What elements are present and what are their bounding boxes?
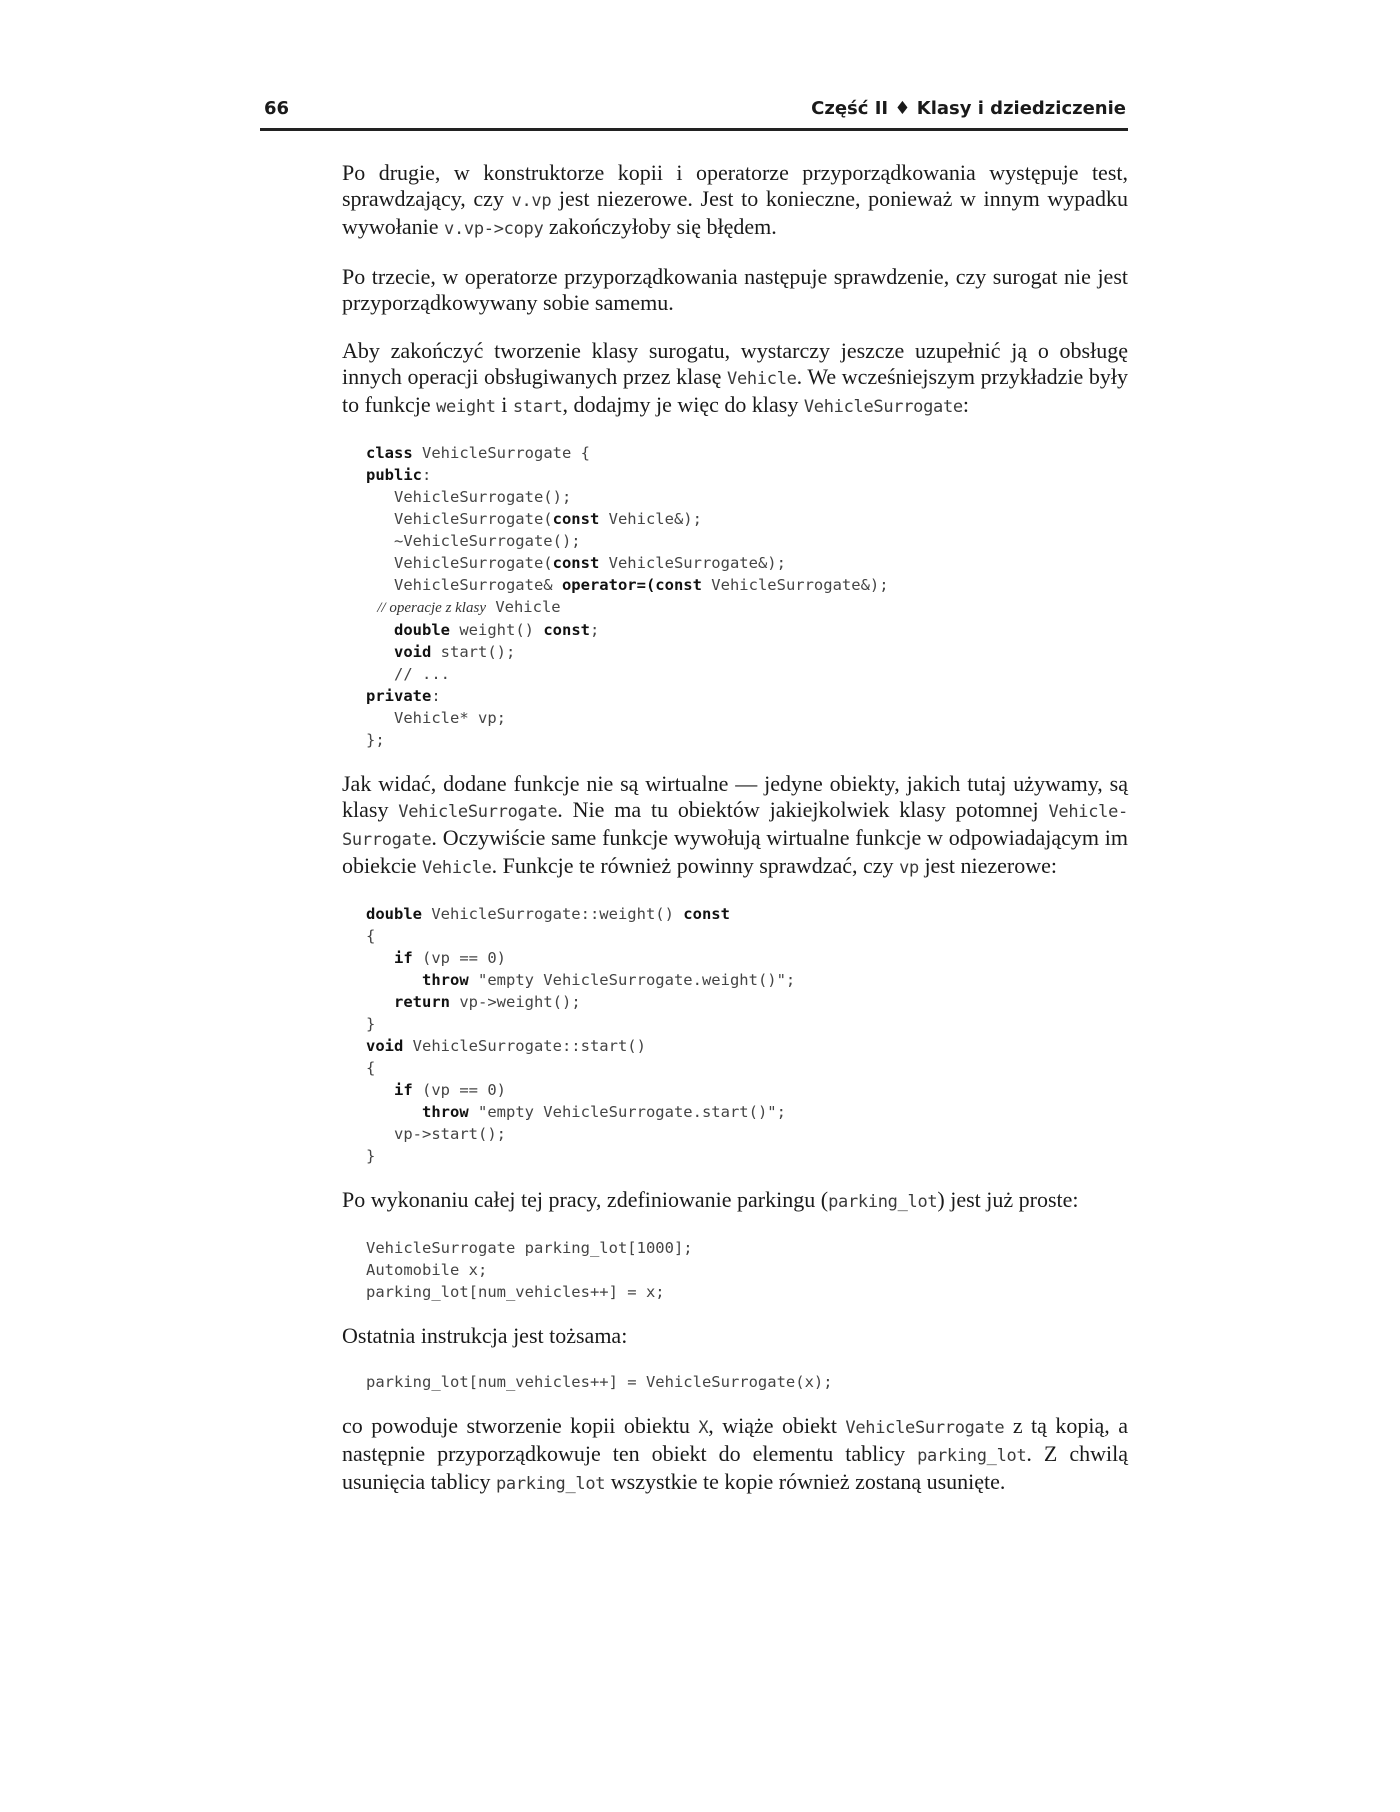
paragraph-self-assignment: Po trzecie, w operatorze przyporządkowania następuje sprawdzenie, czy surogat nie jest przyporządkowywany sobie samemu.	[342, 264, 1128, 315]
page-number: 66	[264, 98, 290, 119]
code-listing-equivalent: parking_lot[num_vehicles++] = VehicleSurrogate(x);	[366, 1373, 833, 1391]
paragraph-copy-constructor-test: Po drugie, w konstruktorze kopii i operatorze przyporządkowania występuje test, sprawdzający, czy v.vp jest niezerowe. Jest to konieczne, ponieważ w innym wypadku wywołanie v.vp->copy zakończyłoby się błędem.	[342, 160, 1129, 239]
page-body	[342, 160, 1128, 1519]
paragraph-parking-lot: Po wykonaniu całej tej pracy, zdefiniowanie parkingu (parking_lot) jest już proste:	[342, 1187, 1079, 1212]
chapter-title: Część II ♦ Klasy i dziedziczenie	[811, 98, 1126, 119]
paragraph-copy-explanation: co powoduje stworzenie kopii obiektu X, wiąże obiekt VehicleSurrogate z tą kopią, a następnie przyporządkowuje ten obiekt do elementu tablicy parking_lot. Z chwilą usunięcia tablicy parking_lot wszystkie te kopie również zostaną usunięte.	[342, 1413, 1128, 1494]
code-listing-member-functions: double VehicleSurrogate::weight() const { if (vp == 0) throw "empty VehicleSurrogate.weight()"; return vp->weight(); } void VehicleSurrogate::start() { if (vp == 0) throw "empty VehicleSurrogate.start()"; vp->start(); }	[366, 905, 796, 1165]
code-listing-class-definition: class VehicleSurrogate { public: VehicleSurrogate(); VehicleSurrogate(const Vehicle&); ~VehicleSurrogate(); VehicleSurrogate(const VehicleSurrogate&); VehicleSurrogate& operator=(const VehicleSurrogate&); // operacje z klasy Vehicle double weight() const; void start(); // ... private: Vehicle* vp; };	[366, 444, 889, 749]
paragraph-surrogate-completion: Aby zakończyć tworzenie klasy surogatu, wystarczy jeszcze uzupełnić ją o obsługę innych operacji obsługiwanych przez klasę Vehicle. We wcześniejszym przykładzie były to funkcje weight i start, dodajmy je więc do klasy VehicleSurrogate:	[342, 338, 1128, 417]
paragraph-equivalent-instruction: Ostatnia instrukcja jest tożsama:	[342, 1323, 628, 1348]
code-listing-parking-lot: VehicleSurrogate parking_lot[1000]; Automobile x; parking_lot[num_vehicles++] = x;	[366, 1239, 693, 1301]
running-header	[260, 96, 1128, 131]
paragraph-non-virtual-functions: Jak widać, dodane funkcje nie są wirtualne — jedyne obiekty, jakich tutaj używamy, są klasy VehicleSurrogate. Nie ma tu obiektów jakiejkolwiek klasy potomnej Vehicle-Surrogate. Oczywiście same funkcje wywołują wirtualne funkcje w odpowiadającym im obiekcie Vehicle. Funkcje te również powinny sprawdzać, czy vp jest niezerowe:	[342, 771, 1128, 878]
